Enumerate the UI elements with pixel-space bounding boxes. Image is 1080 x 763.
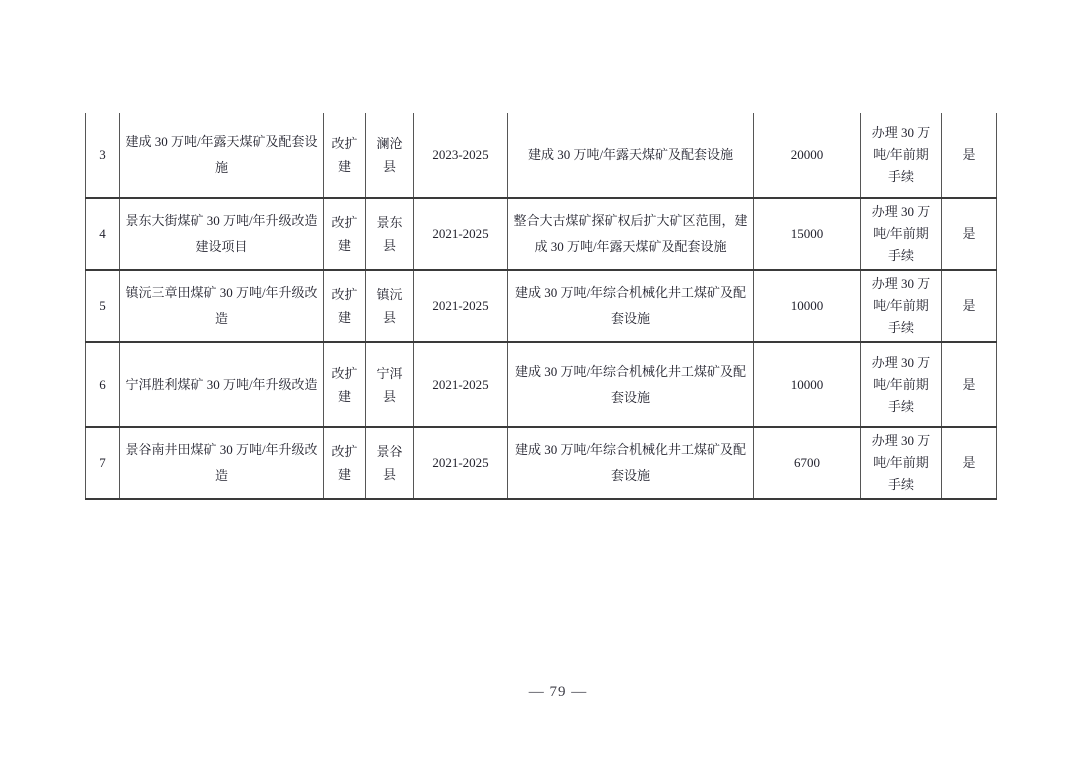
- cell-procedure: [861, 342, 942, 427]
- table-row: [86, 270, 997, 342]
- cell-county: [366, 427, 414, 499]
- cell-investment-amount: 10000: [754, 342, 861, 427]
- cell-years: 2021-2025: [414, 427, 508, 499]
- county-text: 宁洱县: [376, 365, 403, 404]
- cell-build-type: [324, 113, 366, 198]
- cell-build-type: [324, 198, 366, 270]
- build-type-text: 改扩建: [331, 215, 358, 253]
- build-type-text: 改扩建: [331, 136, 358, 174]
- cell-county: [366, 342, 414, 427]
- cell-construction-content: 建成 30 万吨/年露天煤矿及配套设施: [508, 113, 754, 198]
- build-type-text: 改扩建: [331, 287, 358, 325]
- table-row: [86, 342, 997, 427]
- cell-row-number: 3: [86, 113, 120, 198]
- procedure-text: 办理 30 万吨/年前期手续: [871, 204, 931, 263]
- cell-row-number: 4: [86, 198, 120, 270]
- cell-investment-amount: 20000: [754, 113, 861, 198]
- build-type-text: 改扩建: [331, 365, 358, 404]
- cell-project-name: 景谷南井田煤矿 30 万吨/年升级改造: [120, 427, 324, 499]
- cell-construction-content: 建成 30 万吨/年综合机械化井工煤矿及配套设施: [508, 270, 754, 342]
- table-row: [86, 427, 997, 499]
- cell-procedure: [861, 198, 942, 270]
- cell-years: 2021-2025: [414, 198, 508, 270]
- build-type-text: 改扩建: [331, 444, 358, 482]
- county-text: 景东县: [376, 215, 403, 253]
- cell-confirm: 是: [942, 342, 997, 427]
- cell-row-number: 6: [86, 342, 120, 427]
- table-row: [86, 113, 997, 198]
- cell-project-name: 宁洱胜利煤矿 30 万吨/年升级改造: [120, 342, 324, 427]
- cell-county: [366, 198, 414, 270]
- procedure-text: 办理 30 万吨/年前期手续: [871, 433, 931, 492]
- projects-table: [85, 113, 997, 500]
- cell-years: 2023-2025: [414, 113, 508, 198]
- procedure-text: 办理 30 万吨/年前期手续: [871, 354, 931, 414]
- county-text: 镇沅县: [376, 287, 403, 325]
- cell-project-name: 景东大街煤矿 30 万吨/年升级改造建设项目: [120, 198, 324, 270]
- cell-confirm: 是: [942, 270, 997, 342]
- cell-confirm: 是: [942, 113, 997, 198]
- county-text: 景谷县: [376, 444, 403, 482]
- cell-build-type: [324, 427, 366, 499]
- procedure-text: 办理 30 万吨/年前期手续: [871, 125, 931, 184]
- cell-county: [366, 270, 414, 342]
- cell-investment-amount: 6700: [754, 427, 861, 499]
- cell-construction-content: 建成 30 万吨/年综合机械化井工煤矿及配套设施: [508, 427, 754, 499]
- page-number: — 79 —: [528, 684, 588, 700]
- cell-build-type: [324, 342, 366, 427]
- cell-construction-content: 建成 30 万吨/年综合机械化井工煤矿及配套设施: [508, 342, 754, 427]
- cell-construction-content: 整合大古煤矿探矿权后扩大矿区范围，建成 30 万吨/年露天煤矿及配套设施: [508, 198, 754, 270]
- cell-build-type: [324, 270, 366, 342]
- cell-procedure: [861, 113, 942, 198]
- table-row: [86, 198, 997, 270]
- cell-procedure: [861, 427, 942, 499]
- cell-investment-amount: 15000: [754, 198, 861, 270]
- cell-confirm: 是: [942, 198, 997, 270]
- procedure-text: 办理 30 万吨/年前期手续: [871, 276, 931, 335]
- cell-confirm: 是: [942, 427, 997, 499]
- cell-county: [366, 113, 414, 198]
- cell-project-name: 建成 30 万吨/年露天煤矿及配套设施: [120, 113, 324, 198]
- cell-investment-amount: 10000: [754, 270, 861, 342]
- cell-years: 2021-2025: [414, 270, 508, 342]
- cell-project-name: 镇沅三章田煤矿 30 万吨/年升级改造: [120, 270, 324, 342]
- cell-years: 2021-2025: [414, 342, 508, 427]
- cell-procedure: [861, 270, 942, 342]
- cell-row-number: 5: [86, 270, 120, 342]
- county-text: 澜沧县: [376, 136, 403, 174]
- cell-row-number: 7: [86, 427, 120, 499]
